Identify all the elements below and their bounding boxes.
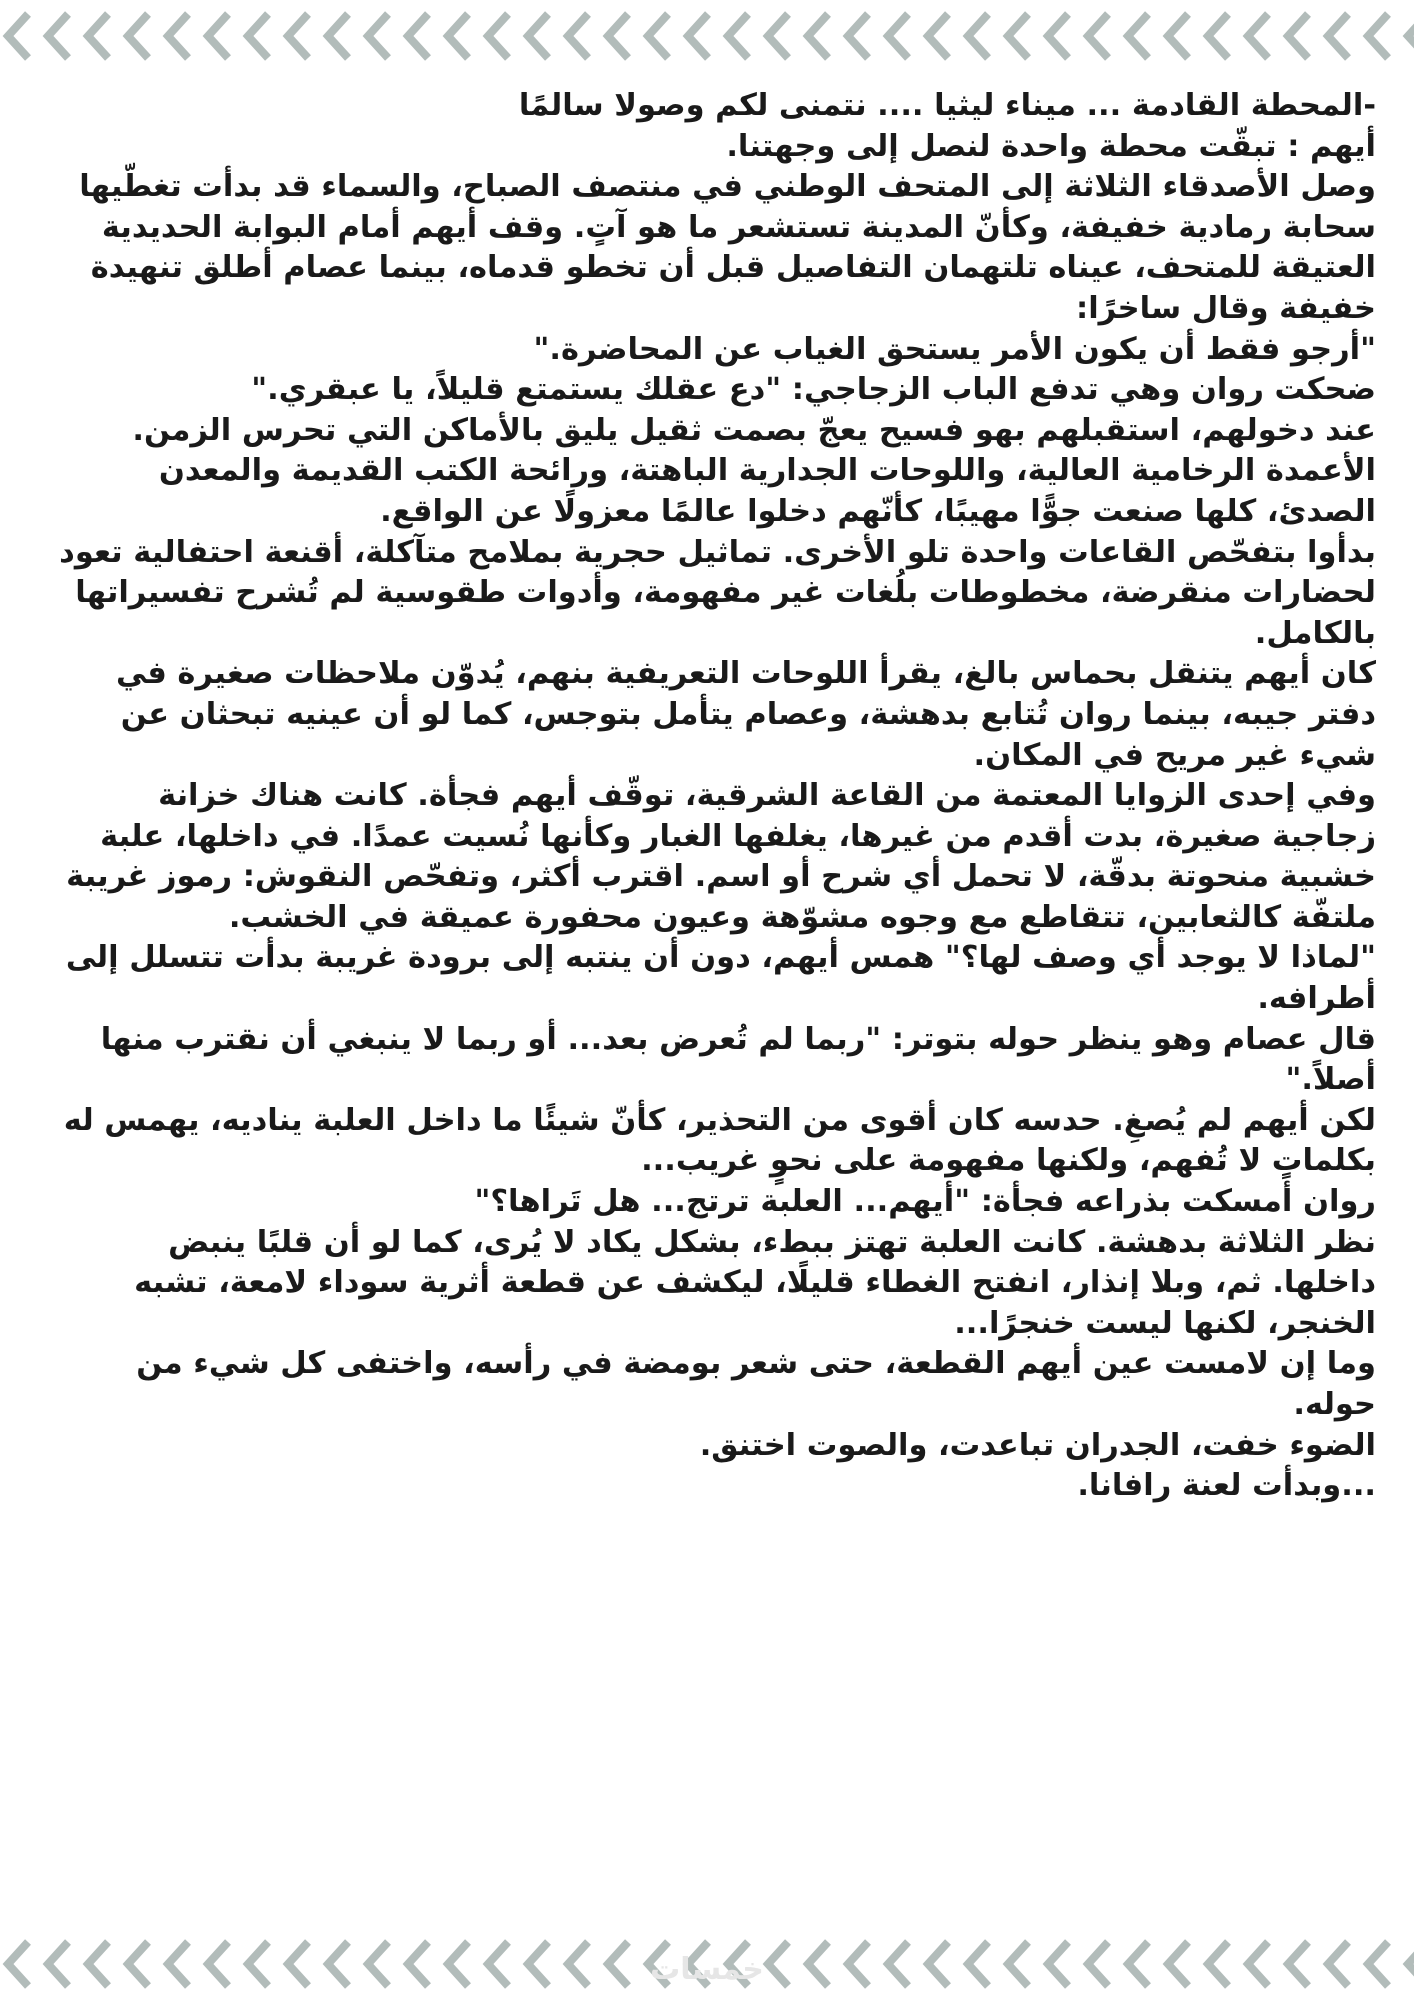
story-paragraph: لكن أيهم لم يُصغِ. حدسه كان أقوى من التحذير، كأنّ شيئًا ما داخل العلبة يناديه، يهمس له بكلماتٍ لا تُفهم، ولكنها مفهومة على نحوٍ غريب...: [63, 1102, 1376, 1179]
chevron-mark: [488, 14, 508, 58]
story-paragraph: كان أيهم يتنقل بحماس بالغ، يقرأ اللوحات التعريفية بنهم، يُدوّن ملاحظات صغيرة في دفتر جيبه، بينما روان تُتابع بدهشة، وعصام يتأمل بتوجس، كما لو أن عينيه تبحثان عن شيء غير مريح في المكان.: [115, 656, 1376, 773]
chevron-mark: [528, 14, 548, 58]
story-paragraph: قال عصام وهو ينظر حوله بتوتر: "ربما لم تُعرض بعد... أو ربما لا ينبغي أن نقترب منها أصلاً.": [100, 1021, 1376, 1098]
chevron-mark: [248, 14, 268, 58]
watermark: خمسات: [650, 1952, 764, 1987]
story-paragraph: بدأوا بتفحّص القاعات واحدة تلو الأخرى. تماثيل حجرية بملامح متآكلة، أقنعة احتفالية تعود لحضارات منقرضة، مخطوطات بلُغات غير مفهومة، وأدوات طقوسية لم تُشرح تفسيراتها بالكامل.: [59, 534, 1376, 651]
chevron-mark: [1248, 14, 1268, 58]
story-text: [56, 86, 1376, 1507]
chevron-mark: [568, 14, 588, 58]
chevron-mark: [368, 14, 388, 58]
chevron-mark: [1168, 14, 1188, 58]
chevron-mark: [128, 14, 148, 58]
chevron-mark: [608, 14, 628, 58]
story-paragraph: "أرجو فقط أن يكون الأمر يستحق الغياب عن المحاضرة.": [533, 331, 1376, 367]
chevron-mark: [1368, 14, 1388, 58]
chevron-mark: [328, 14, 348, 58]
story-paragraph: أيهم : تبقّت محطة واحدة لنصل إلى وجهتنا.: [726, 128, 1376, 164]
story-paragraph: وصل الأصدقاء الثلاثة إلى المتحف الوطني في منتصف الصباح، والسماء قد بدأت تغطّيها سحابة رمادية خفيفة، وكأنّ المدينة تستشعر ما هو آتٍ. وقف أيهم أمام البوابة الحديدية العتيقة للمتحف، عيناه تلتهمان التفاصيل قبل أن تخطو قدماه، بينما عصام أطلق تنهيدة خفيفة وقال ساخرًا:: [79, 169, 1376, 326]
chevron-mark: [208, 14, 228, 58]
chevron-mark: [808, 14, 828, 58]
chevron-mark: [408, 14, 428, 58]
chevron-mark: [888, 14, 908, 58]
chevron-mark: [1128, 14, 1148, 58]
top-chevron-band: [0, 0, 1414, 72]
story-paragraph: نظر الثلاثة بدهشة. كانت العلبة تهتز ببطء، بشكل يكاد لا يُرى، كما لو أن قلبًا ينبض داخلها. ثم، وبلا إنذار، انفتح الغطاء قليلًا، ليكشف عن قطعة أثرية سوداء لامعة، تشبه الخنجر، لكنها ليست خنجرًا...: [134, 1224, 1376, 1341]
announcement-line: -المحطة القادمة ... ميناء ليثيا .... نتمنى لكم وصولا سالمًا: [518, 88, 1376, 123]
chevron-mark: [1328, 14, 1348, 58]
chevron-mark: [968, 14, 988, 58]
story-paragraph: "لماذا لا يوجد أي وصف لها؟" همس أيهم، دون أن ينتبه إلى برودة غريبة بدأت تتسلل إلى أطرافه.: [65, 940, 1376, 1017]
chevron-mark: [448, 14, 468, 58]
chevron-mark: [928, 14, 948, 58]
chevron-mark: [1008, 14, 1028, 58]
chevron-mark: [168, 14, 188, 58]
chevron-mark: [688, 14, 708, 58]
chevron-mark: [1208, 14, 1228, 58]
closing-line: ...وبدأت لعنة رافانا.: [1077, 1468, 1376, 1504]
story-paragraph: وفي إحدى الزوايا المعتمة من القاعة الشرقية، توقّف أيهم فجأة. كانت هناك خزانة زجاجية صغيرة، بدت أقدم من غيرها، يغلفها الغبار وكأنها نُسيت عمدًا. في داخلها، علبة خشبية منحوتة بدقّة، لا تحمل أي شرح أو اسم. اقترب أكثر، وتفحّص النقوش: رموز غريبة ملتفّة كالثعابين، تتقاطع مع وجوه مشوّهة وعيون محفورة عميقة في الخشب.: [66, 778, 1376, 935]
story-paragraph: روان أمسكت بذراعه فجأة: "أيهم... العلبة ترتج... هل تَراها؟": [474, 1184, 1376, 1220]
chevron-left-pattern-icon: [0, 0, 1414, 72]
chevron-mark: [648, 14, 668, 58]
story-paragraph: الضوء خفت، الجدران تباعدت، والصوت اختنق.: [699, 1427, 1376, 1463]
chevron-mark: [288, 14, 308, 58]
chevron-mark: [1048, 14, 1068, 58]
chevron-mark: [848, 14, 868, 58]
chevron-mark: [768, 14, 788, 58]
chevron-mark: [1288, 14, 1308, 58]
story-paragraph: وما إن لامست عين أيهم القطعة، حتى شعر بومضة في رأسه، واختفى كل شيء من حوله.: [136, 1346, 1376, 1422]
chevron-mark: [8, 14, 28, 58]
chevron-mark: [728, 14, 748, 58]
story-paragraph: عند دخولهم، استقبلهم بهو فسيح يعجّ بصمت ثقيل يليق بالأماكن التي تحرس الزمن. الأعمدة الرخامية العالية، واللوحات الجدارية الباهتة، ورائحة الكتب القديمة والمعدن الصدئ، كلها صنعت جوًّا مهيبًا، كأنّهم دخلوا عالمًا معزولًا عن الواقع.: [132, 412, 1376, 529]
chevron-mark: [1408, 14, 1414, 58]
chevron-mark: [88, 14, 108, 58]
chevron-mark: [1088, 14, 1108, 58]
story-paragraph: ضحكت روان وهي تدفع الباب الزجاجي: "دع عقلك يستمتع قليلاً، يا عبقري.": [251, 372, 1376, 408]
chevron-mark: [48, 14, 68, 58]
